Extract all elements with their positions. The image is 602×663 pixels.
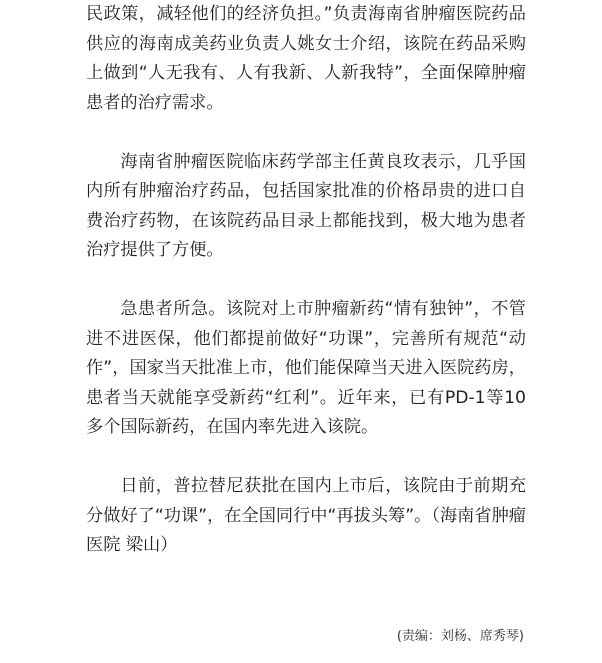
paragraph-1: 民政策，减轻他们的经济负担。”负责海南省肿瘤医院药品供应的海南成美药业负责人姚女士介绍，该院在药品采购上做到“人无我有、人有我新、人新我特”，全面保障肿瘤患者的治疗需求。: [86, 4, 526, 113]
editor-credit: (责编：刘杨、席秀琴): [396, 629, 524, 644]
paragraph-spacer: [86, 266, 526, 296]
paragraph-3: 急患者所急。该院对上市肿瘤新药“情有独钟”，不管进不进医保，他们都提前做好“功课”，完善所有规范“动作”，国家当天批准上市，他们能保障当天进入医院药房，患者当天就能享受新药“红利”。近年来，已有PD-1等10多个国际新药，在国内率先进入该院。: [86, 299, 526, 437]
paragraph-spacer: [86, 118, 526, 148]
paragraph-spacer: [86, 443, 526, 473]
article-body: [86, 0, 526, 561]
paragraph-4: 日前，普拉替尼获批在国内上市后，该院由于前期充分做好了“功课”，在全国同行中“再拔头筹”。（海南省肿瘤医院 梁山）: [86, 476, 526, 555]
paragraph-2: 海南省肿瘤医院临床药学部主任黄良玫表示，几乎国内所有肿瘤治疗药品，包括国家批准的价格昂贵的进口自费治疗药物，在该院药品目录上都能找到，极大地为患者治疗提供了方便。: [86, 151, 526, 260]
